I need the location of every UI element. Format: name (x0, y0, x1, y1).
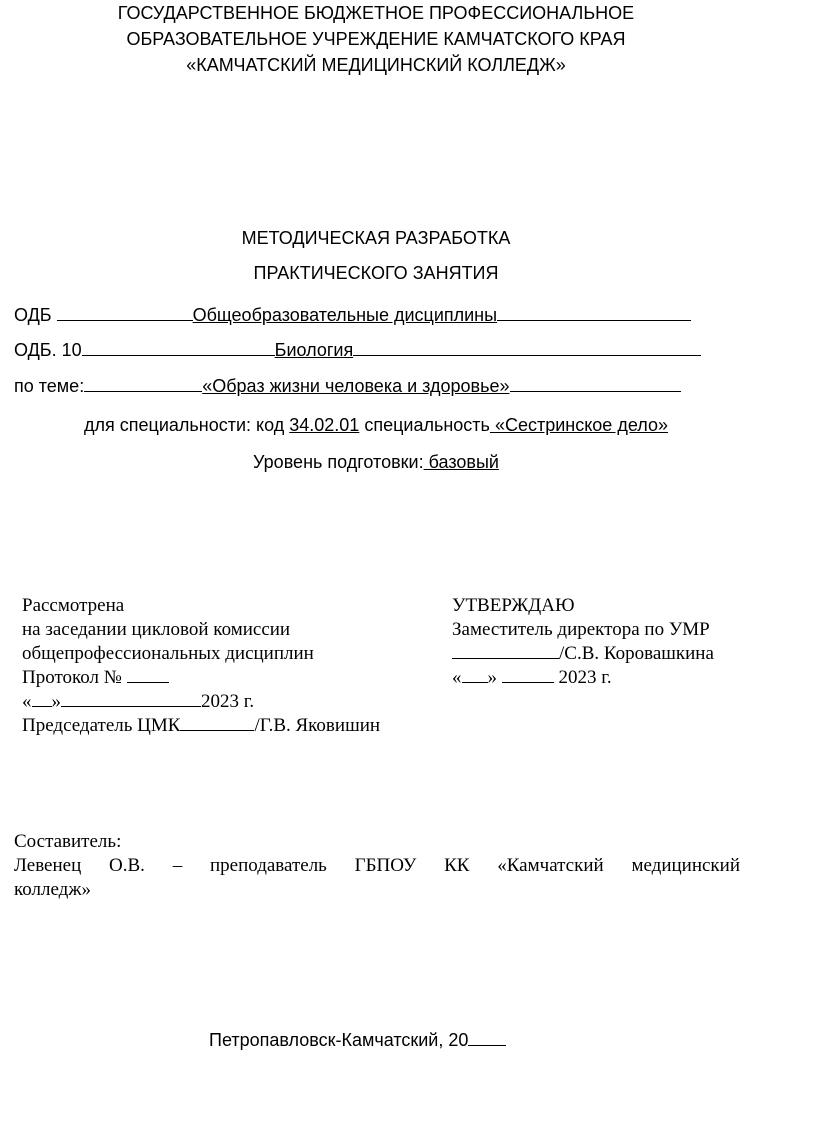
institution-line-2: ОБРАЗОВАТЕЛЬНОЕ УЧРЕЖДЕНИЕ КАМЧАТСКОГО КРАЯ (126, 29, 626, 49)
approver-signature-blank (452, 657, 559, 659)
city-year: Петропавловск-Камчатский, 20 (209, 1030, 469, 1050)
odb10-value: Биология (274, 340, 354, 360)
document-title-line-1: МЕТОДИЧЕСКАЯ РАЗРАБОТКА (241, 228, 511, 248)
review-date-row (22, 690, 380, 714)
odb10-row (14, 340, 701, 361)
review-month-blank (61, 705, 201, 707)
specialty-code: 34.02.01 (289, 415, 360, 435)
specialty-row (0, 415, 752, 436)
compiler-line-1: Левенец О.В. – преподаватель ГБПОУ КК «Камчатский медицинский (14, 855, 740, 876)
review-line-3: общепрофессиональных дисциплин (22, 643, 314, 664)
odb-label: ОДБ (14, 305, 52, 325)
approver-name: /С.В. Коровашкина (559, 643, 714, 664)
year-blank (468, 1044, 506, 1046)
approval-date-row (452, 666, 714, 690)
odb10-label: ОДБ. 10 (14, 340, 82, 360)
review-day-blank (32, 705, 52, 707)
level-label: Уровень подготовки: (253, 452, 424, 472)
city-year-row (209, 1030, 506, 1051)
odb-blank-right (497, 319, 691, 321)
approval-block (452, 594, 714, 690)
protocol-row (22, 666, 380, 690)
odb10-blank-right (353, 354, 701, 356)
compiler-line-2: колледж» (14, 879, 91, 900)
institution-line-3: «КАМЧАТСКИЙ МЕДИЦИНСКИЙ КОЛЛЕДЖ» (186, 55, 566, 75)
review-year: 2023 г. (201, 691, 255, 712)
specialty-middle: специальность (364, 415, 490, 435)
approval-line-2: Заместитель директора по УМР (452, 619, 710, 640)
approver-row (452, 642, 714, 666)
chairman-row (22, 714, 380, 738)
review-date-open-quote: « (22, 691, 32, 712)
approval-date-close-quote: » (487, 667, 497, 688)
approval-title: УТВЕРЖДАЮ (452, 595, 575, 616)
topic-label: по теме: (14, 376, 85, 396)
compiler-block (14, 830, 740, 902)
level-value: базовый (428, 452, 499, 472)
topic-row (14, 376, 681, 397)
topic-blank-right (510, 390, 681, 392)
odb-row (14, 305, 691, 326)
compiler-label: Составитель: (14, 831, 122, 852)
odb10-blank-left (82, 354, 275, 356)
chairman-signature-blank (180, 729, 254, 731)
approval-year: 2023 г. (558, 667, 612, 688)
approval-date-open-quote: « (452, 667, 462, 688)
review-block (22, 594, 380, 738)
chairman-name: /Г.В. Яковишин (254, 715, 381, 736)
odb-blank-left (57, 319, 193, 321)
review-line-2: на заседании цикловой комиссии (22, 619, 291, 640)
protocol-number-blank (127, 681, 169, 683)
odb-value: Общеобразовательные дисциплины (192, 305, 498, 325)
specialty-name: «Сестринское дело» (494, 415, 668, 435)
document-title-line-2: ПРАКТИЧЕСКОГО ЗАНЯТИЯ (253, 263, 499, 283)
level-row (0, 452, 752, 473)
approval-month-blank (502, 681, 554, 683)
protocol-label: Протокол № (22, 667, 122, 688)
topic-blank-left (84, 390, 202, 392)
review-title: Рассмотрена (22, 595, 125, 616)
specialty-prefix: для специальности: код (84, 415, 285, 435)
topic-value: «Образ жизни человека и здоровье» (202, 376, 510, 396)
institution-line-1: ГОСУДАРСТВЕННОЕ БЮДЖЕТНОЕ ПРОФЕССИОНАЛЬНОЕ (117, 3, 635, 23)
approval-day-blank (462, 681, 488, 683)
review-date-close-quote: » (51, 691, 61, 712)
chairman-label: Председатель ЦМК (22, 715, 181, 736)
